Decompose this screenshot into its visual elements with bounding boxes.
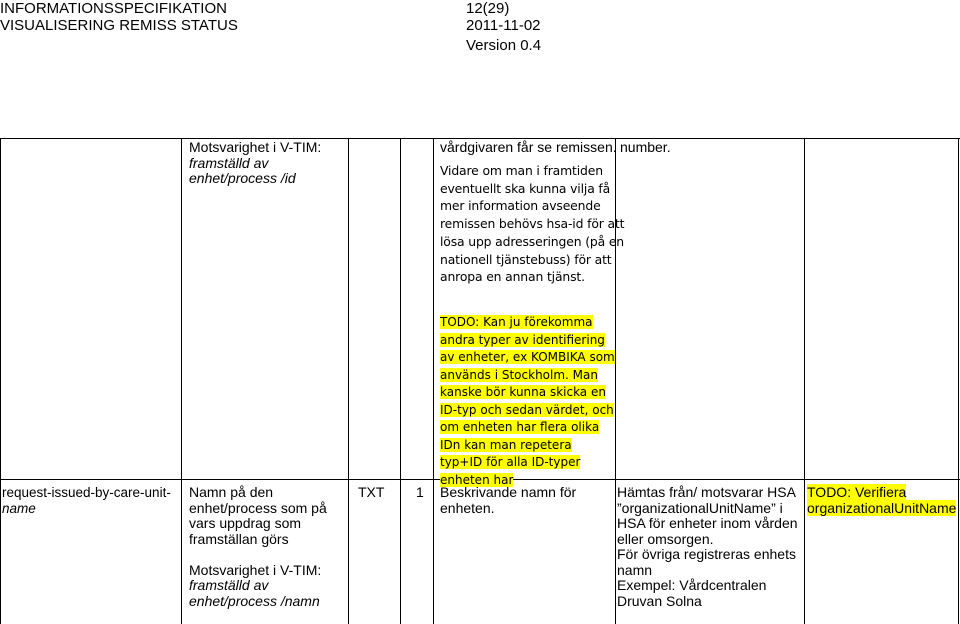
row1-description-para (440, 162, 624, 286)
source-line: Exempel: Vårdcentralen (617, 577, 767, 593)
description-line: enheten. (440, 499, 495, 516)
source-line: Hämtas från/ motsvarar HSA (617, 484, 796, 500)
source-line: För övriga registreras enhets (617, 546, 796, 562)
definition-line: enhet/process som på (189, 499, 327, 516)
comment-line: organizationalUnitName (807, 499, 957, 516)
row1-desc-para-line: lösa upp adresseringen (på en (440, 233, 624, 249)
row1-desc-para-line: anropa en annan tjänst. (440, 269, 585, 285)
row1-responsibility (189, 140, 321, 187)
element-name-line-2: name (2, 500, 36, 516)
row2-responsibility-path-2: enhet/process /namn (189, 592, 320, 609)
row2-multiplicity (416, 485, 424, 501)
definition-line: framställan görs (189, 530, 289, 547)
doc-type: INFORMATIONSSPECIFIKATION (0, 0, 227, 17)
row2-definition (189, 485, 327, 609)
todo-line: ID-typ och sedan värdet, och (440, 402, 614, 417)
source-line: namn (617, 561, 653, 578)
col-border-7 (958, 138, 959, 624)
todo-line: TODO: Kan ju förekomma (440, 315, 593, 329)
col-border-6 (804, 138, 805, 624)
row2-type (358, 485, 384, 501)
row1-source-tail-text: number. (620, 139, 671, 155)
todo-line: enheten har (440, 472, 514, 487)
row1-responsibility-path-1: framställd av (189, 154, 269, 171)
row1-desc-para-line: Vidare om man i framtiden (440, 163, 603, 178)
row1-desc-line-1: vårdgivaren får se remissen. (440, 139, 617, 155)
row2-comment (807, 485, 956, 516)
type-value: TXT (358, 484, 385, 500)
row1-desc-para-line: eventuellt ska kunna vilja få (440, 180, 611, 196)
definition-line: Namn på den (189, 484, 274, 500)
source-line: HSA för enheter inom vården (617, 515, 798, 531)
row2-responsibility-path-1: framställd av (189, 577, 269, 593)
row1-desc-para-line: mer information avseende (440, 198, 601, 214)
element-name-line-1: request-issued-by-care-unit- (2, 485, 171, 500)
col-border-1 (181, 138, 182, 624)
row2-description (440, 485, 576, 516)
todo-line: kanske bör kunna skicka en (440, 385, 606, 399)
todo-line: IDn kan man repetera (440, 437, 572, 452)
col-border-2 (348, 138, 349, 624)
todo-line: andra typer av identifiering (440, 332, 605, 347)
todo-line: av enheter, ex KOMBIKA som (440, 350, 615, 364)
todo-note (440, 314, 615, 489)
col-border-0 (0, 138, 1, 624)
row1-desc-para-line: remissen behövs hsa-id för att (440, 216, 625, 232)
source-line: Druvan Solna (617, 592, 702, 609)
definition-line: vars uppdrag som (189, 515, 302, 531)
source-line: ”organizationalUnitName” i (617, 499, 783, 516)
row1-description-first (440, 140, 617, 156)
source-line: eller omsorgen. (617, 530, 714, 547)
col-border-3 (400, 138, 401, 624)
row1-desc-para-line: nationell tjänstebuss) för att (440, 251, 612, 267)
todo-line: typ+ID för alla ID-typer (440, 455, 581, 469)
row1-responsibility-label: Motsvarighet i V-TIM: (189, 139, 322, 155)
todo-line: om enheten har flera olika (440, 420, 600, 434)
description-line: Beskrivande namn för (440, 484, 577, 500)
col-border-4 (433, 138, 434, 624)
todo-line: används i Stockholm. Man (440, 367, 598, 382)
doc-date: 2011-11-02 (466, 17, 541, 34)
row2-source (617, 485, 798, 609)
doc-title: VISUALISERING REMISS STATUS (0, 17, 238, 34)
row1-source-tail (620, 140, 671, 156)
row2-responsibility-label: Motsvarighet i V-TIM: (189, 561, 322, 578)
comment-line: TODO: Verifiera (807, 484, 907, 500)
doc-version: Version 0.4 (466, 37, 542, 54)
page-number: 12(29) (466, 0, 510, 17)
multiplicity-value: 1 (416, 484, 424, 500)
row1-responsibility-path-2: enhet/process /id (189, 170, 296, 186)
row2-element-name (2, 485, 171, 516)
